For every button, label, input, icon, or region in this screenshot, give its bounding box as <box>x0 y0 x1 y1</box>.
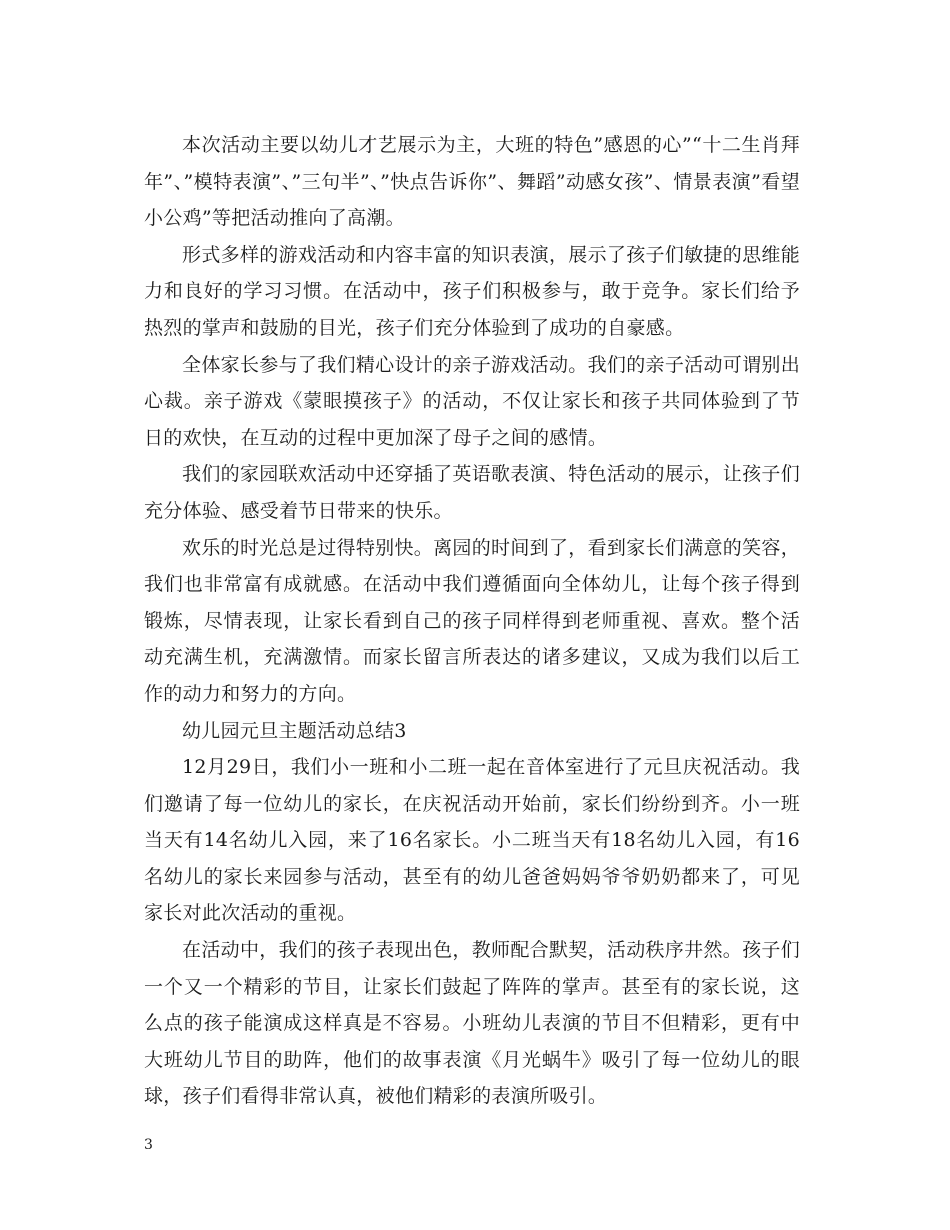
paragraph: 全体家长参与了我们精心设计的亲子游戏活动。我们的亲子活动可谓别出心裁。亲子游戏《蒙眼摸孩子》的活动，不仅让家长和孩子共同体验到了节日的欢快，在互动的过程中更加深了母子之间的感情。 <box>144 353 800 449</box>
paragraph: 形式多样的游戏活动和内容丰富的知识表演，展示了孩子们敏捷的思维能力和良好的学习习惯。在活动中，孩子们积极参与，敢于竞争。家长们给予热烈的掌声和鼓励的目光，孩子们充分体验到了成功的自豪感。 <box>144 243 800 339</box>
paragraph: 12月29日，我们小一班和小二班一起在音体室进行了元旦庆祝活动。我们邀请了每一位幼儿的家长，在庆祝活动开始前，家长们纷纷到齐。小一班当天有14名幼儿入园，来了16名家长。小二班当天有18名幼儿入园，有16名幼儿的家长来园参与活动，甚至有的幼儿爸爸妈妈爷爷奶奶都来了，可见家长对此次活动的重视。 <box>144 756 800 925</box>
page-number: 3 <box>144 1137 153 1153</box>
paragraph: 欢乐的时光总是过得特别快。离园的时间到了，看到家长们满意的笑容，我们也非常富有成就感。在活动中我们遵循面向全体幼儿，让每个孩子得到锻炼，尽情表现，让家长看到自己的孩子同样得到老师重视、喜欢。整个活动充满生机，充满激情。而家长留言所表达的诸多建议，又成为我们以后工作的动力和努力的方向。 <box>144 536 800 705</box>
paragraph: 在活动中，我们的孩子表现出色，教师配合默契，活动秩序井然。孩子们一个又一个精彩的节目，让家长们鼓起了阵阵的掌声。甚至有的家长说，这么点的孩子能演成这样真是不容易。小班幼儿表演的节目不但精彩，更有中大班幼儿节目的助阵，他们的故事表演《月光蜗牛》吸引了每一位幼儿的眼球，孩子们看得非常认真，被他们精彩的表演所吸引。 <box>144 939 800 1108</box>
section-heading: 幼儿园元旦主题活动总结3 <box>182 719 407 742</box>
paragraph: 我们的家园联欢活动中还穿插了英语歌表演、特色活动的展示，让孩子们充分体验、感受着节日带来的快乐。 <box>144 463 800 522</box>
paragraph: 本次活动主要以幼儿才艺展示为主，大班的特色”感恩的心”“十二生肖拜年”、”模特表演”、”三句半”、”快点告诉你”、舞蹈”动感女孩”、情景表演”看望小公鸡”等把活动推向了高潮。 <box>144 134 800 230</box>
document-body <box>144 127 800 1115</box>
